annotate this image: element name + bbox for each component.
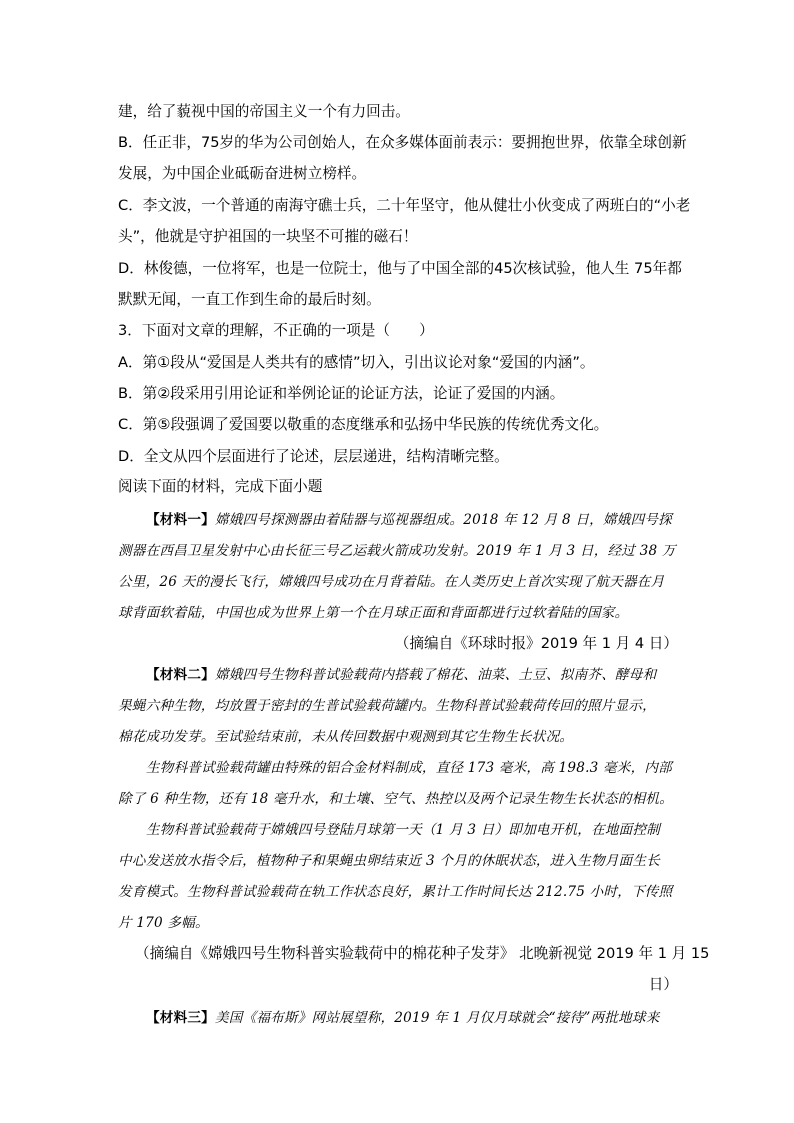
material1-line: 测器在西昌卫星发射中心由长征三号乙运载火箭成功发射。2019 年 1 月 3 日，经过 38 万: [118, 543, 676, 559]
text-line: 发展，为中国企业砥砺奋进树立榜样。: [118, 165, 367, 182]
material3-label: 【材料三】: [146, 1010, 215, 1026]
option-d: D．林俊德，一位将军，也是一位院士，他与了中国全部的45次核试验，他人生 75年都: [118, 260, 682, 277]
material2-line: 棉花成功发芽。至试验结束前，未从传回数据中观测到其它生物生长状况。: [118, 729, 574, 745]
material1-line: 公里，26 天的漫长飞行，嫦娥四号成功在月背着陆。在人类历史上首次实现了航天器在月: [118, 574, 665, 590]
q3-option-a: A．第①段从“爱国是人类共有的感情”切入，引出议论对象“爱国的内涵”。: [118, 354, 595, 371]
material2-label: 【材料二】: [146, 667, 215, 683]
q3-option-d: D．全文从四个层面进行了论述，层层递进，结构清晰完整。: [118, 448, 509, 465]
text-line: 头”，他就是守护祖国的一块坚不可摧的磁石！: [118, 228, 418, 245]
option-c: C．李文波，一个普通的南海守礁士兵，二十年坚守，他从健壮小伙变成了两班白的“小老: [118, 197, 691, 214]
material2-line: 中心发送放水指令后，植物种子和果蝇虫卵结束近 3 个月的休眠状态，进入生物月面生长: [118, 853, 661, 869]
q3-option-b: B．第②段采用引用论证和举例论证的论证方法，论证了爱国的内涵。: [118, 385, 565, 402]
q3-option-c: C．第⑤段强调了爱国要以敬重的态度继承和弘扬中华民族的传统优秀文化。: [118, 416, 609, 433]
material2-line: 生物科普试验载荷罐由特殊的铝合金材料制成，直径 173 毫米，高 198.3 毫米，内部: [146, 760, 672, 776]
material1-source: （摘编自《环球时报》2019 年 1 月 4 日）: [394, 635, 678, 652]
material2-line: 发育模式。生物科普试验载荷在轨工作状态良好，累计工作时间长达 212.75 小时，下传照: [118, 884, 673, 900]
material3-line: 【材料三】美国《福布斯》网站展望称，2019 年 1 月仅月球就会“接待”两批地球来: [146, 1010, 660, 1026]
material2-line: 生物科普试验载荷于嫦娥四号登陆月球第一天（1 月 3 日）即加电开机，在地面控制: [146, 822, 661, 838]
material2-source: 日）: [648, 976, 678, 993]
question-3: 3．下面对文章的理解，不正确的一项是（ ）: [118, 322, 434, 339]
option-b: B．任正非，75岁的华为公司创始人，在众多媒体面前表示：要拥抱世界，依靠全球创新: [118, 134, 687, 151]
material2-source: （摘编自《嫦娥四号生物科普实验载荷中的棉花种子发芽》 北晚新视觉 2019 年 1 月 15: [135, 945, 710, 962]
material1-line: 【材料一】嫦娥四号探测器由着陆器与巡视器组成。2018 年 12 月 8 日，嫦娥四号探: [146, 512, 672, 528]
material2-line: 果蝇六种生物，均放置于密封的生普试验载荷罐内。生物科普试验载荷传回的照片显示，: [118, 698, 656, 714]
material1-label: 【材料一】: [146, 512, 215, 528]
text-line: 默默无闻，一直工作到生命的最后时刻。: [118, 291, 381, 308]
material1-line: 球背面软着陆，中国也成为世界上第一个在月球正面和背面都进行过软着陆的国家。: [118, 605, 629, 621]
material2-line: 除了 6 种生物，还有 18 毫升水，和土壤、空气、热控以及两个记录生物生长状态的相机。: [118, 791, 673, 807]
reading-instruction: 阅读下面的材料，完成下面小题: [118, 478, 323, 495]
text-line: 建，给了藐视中国的帝国主义一个有力回击。: [118, 103, 410, 120]
material2-line: 【材料二】嫦娥四号生物科普试验载荷内搭载了棉花、油菜、土豆、拟南芥、酵母和: [146, 667, 657, 683]
material2-line: 片 170 多幅。: [118, 915, 209, 931]
